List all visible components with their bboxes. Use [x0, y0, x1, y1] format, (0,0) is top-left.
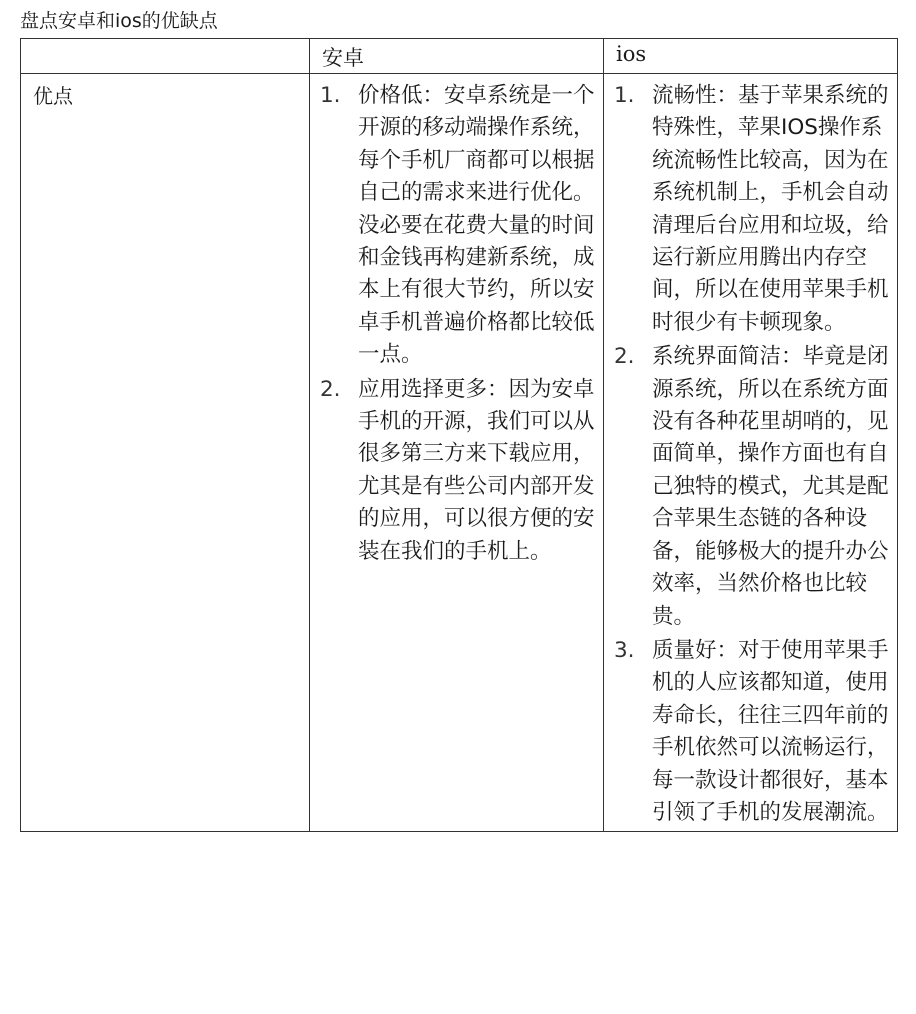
list-item-number: 2.	[614, 344, 635, 370]
row-label-advantages: 优点	[21, 74, 310, 832]
list-item-number: 2.	[320, 376, 341, 402]
list-item-number: 3.	[614, 637, 635, 663]
list-item	[604, 635, 897, 829]
header-android: 安卓	[310, 39, 604, 74]
header-ios: ios	[604, 39, 898, 74]
list-item	[310, 374, 603, 568]
comparison-table	[20, 38, 898, 832]
ios-advantages-list	[604, 74, 897, 829]
list-item-number: 1.	[320, 83, 341, 108]
ios-advantages-cell	[604, 74, 898, 832]
table-row-advantages	[21, 74, 898, 832]
list-item	[310, 80, 603, 372]
list-item-text: 价格低：安卓系统是一个开源的移动端操作系统，每个手机厂商都可以根据自己的需求来进行优化。没必要在花费大量的时间和金钱再构建新系统，成本上有很大节约，所以安卓手机普遍价格都比较低一点。	[358, 83, 595, 368]
android-advantages-cell	[310, 74, 604, 832]
list-item-text: 应用选择更多：因为安卓手机的开源，我们可以从很多第三方来下载应用，尤其是有些公司内部开发的应用，可以很方便的安装在我们的手机上。	[358, 376, 595, 564]
list-item-text: 流畅性：基于苹果系统的特殊性，苹果IOS操作系统流畅性比较高，因为在系统机制上，手机会自动清理后台应用和垃圾，给运行新应用腾出内存空间，所以在使用苹果手机时很少有卡顿现象。	[652, 83, 889, 335]
list-item-text: 质量好：对于使用苹果手机的人应该都知道，使用寿命长，往往三四年前的手机依然可以流畅运行，每一款设计都很好，基本引领了手机的发展潮流。	[652, 637, 889, 825]
list-item-number: 1.	[614, 83, 635, 108]
document-title: 盘点安卓和ios的优缺点	[20, 10, 218, 32]
list-item	[604, 80, 897, 339]
list-item-text: 系统界面简洁：毕竟是闭源系统，所以在系统方面没有各种花里胡哨的，见面简单，操作方面也有自己独特的模式，尤其是配合苹果生态链的各种设备，能够极大的提升办公效率，当然价格也比较贵。	[652, 344, 889, 629]
list-item	[604, 341, 897, 633]
header-empty	[21, 39, 310, 74]
table-header-row	[21, 39, 898, 74]
android-advantages-list	[310, 74, 603, 568]
